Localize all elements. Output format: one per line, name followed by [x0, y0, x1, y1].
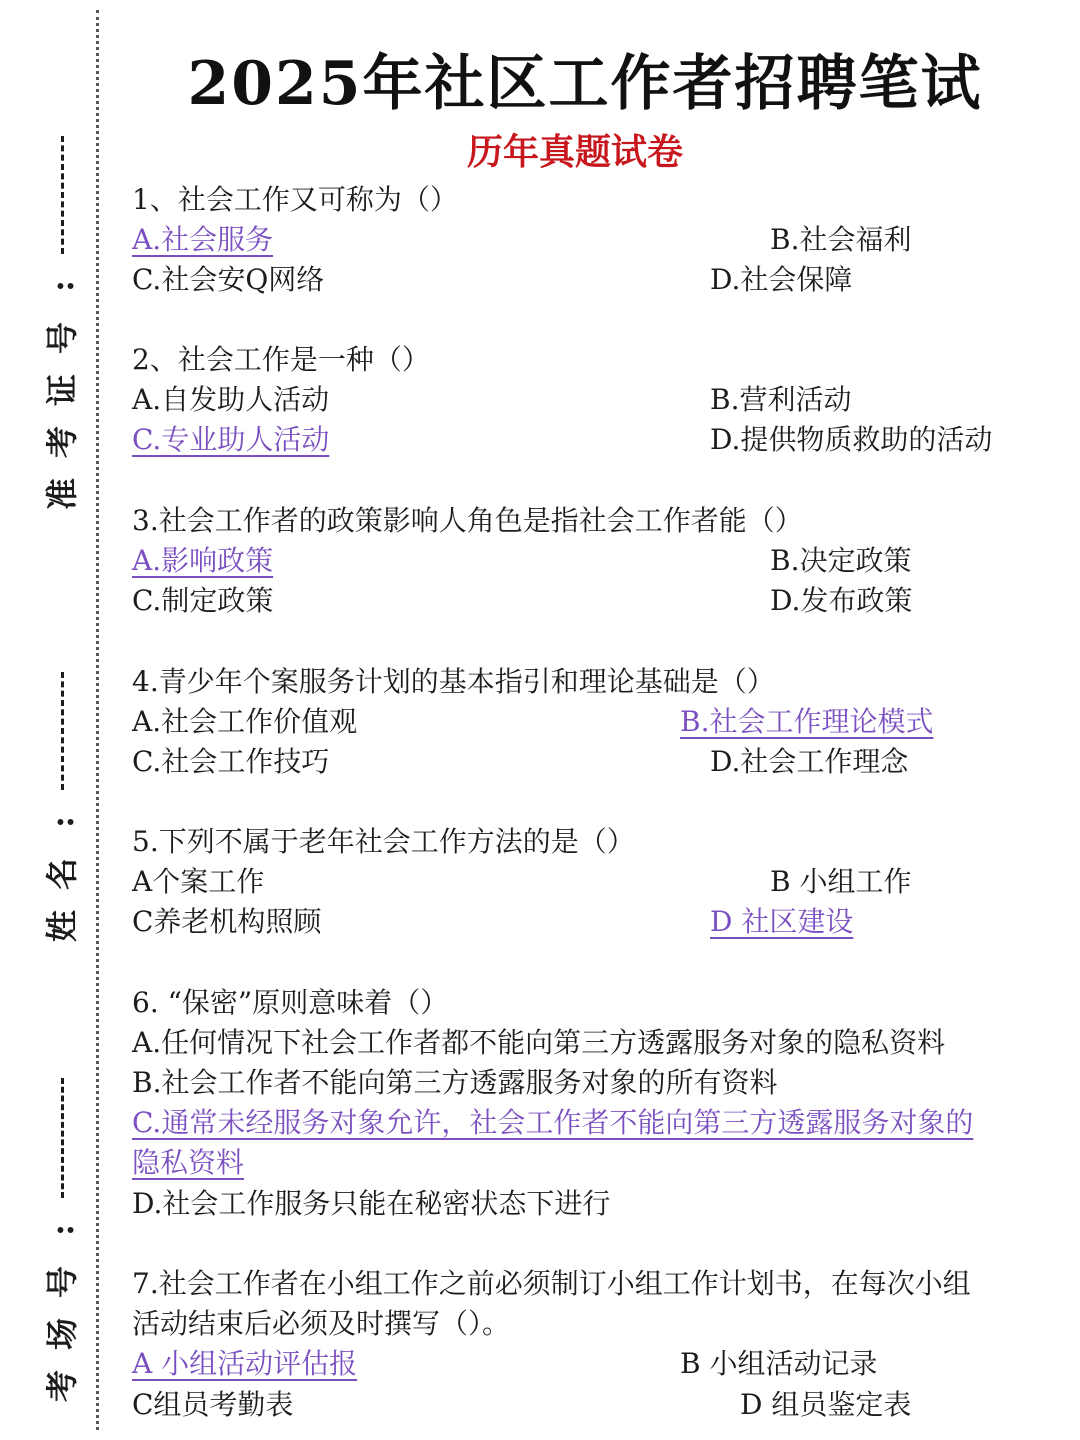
- admission-label-char: 号: [42, 321, 81, 355]
- name-label-char: :: [43, 816, 81, 828]
- exam-room-label-char: :: [43, 1224, 81, 1236]
- question-2-stem: 2、社会工作是一种（）: [132, 343, 430, 376]
- question-6-option-c[interactable]: C.通常未经服务对象允许，社会工作者不能向第三方透露服务对象的: [132, 1106, 974, 1139]
- question-3-option-a[interactable]: A.影响政策: [132, 544, 274, 577]
- question-5-option-d[interactable]: D 社区建设: [710, 905, 854, 938]
- question-1-option-b[interactable]: B.社会福利: [770, 223, 912, 256]
- question-3-option-b[interactable]: B.决定政策: [770, 544, 912, 577]
- page-title: 2025年社区工作者招聘笔试: [187, 49, 983, 119]
- admission-label-char: 考: [42, 425, 81, 459]
- question-2-option-a[interactable]: A.自发助人活动: [132, 383, 330, 416]
- question-1-option-d[interactable]: D.社会保障: [710, 263, 853, 296]
- exam-room-label-char: 场: [42, 1317, 81, 1351]
- question-4-option-a[interactable]: A.社会工作价值观: [132, 705, 358, 738]
- admission-number-blank[interactable]: [61, 136, 64, 254]
- question-4-option-c[interactable]: C.社会工作技巧: [132, 745, 330, 778]
- question-6-option-c-continued[interactable]: 隐私资料: [132, 1146, 245, 1179]
- name-blank[interactable]: [61, 672, 64, 790]
- question-4-option-b[interactable]: B.社会工作理论模式: [680, 705, 934, 738]
- question-2-option-d[interactable]: D.提供物质救助的活动: [710, 423, 993, 456]
- exam-room-blank[interactable]: [61, 1078, 64, 1198]
- question-4-option-d[interactable]: D.社会工作理念: [710, 745, 909, 778]
- question-2-option-b[interactable]: B.营利活动: [710, 383, 852, 416]
- question-2-option-c[interactable]: C.专业助人活动: [132, 423, 330, 456]
- question-6-stem: 6. “保密”原则意味着（）: [132, 986, 449, 1019]
- page-subtitle: 历年真题试卷: [466, 131, 683, 173]
- question-3-option-d[interactable]: D.发布政策: [770, 584, 913, 617]
- question-5-stem: 5.下列不属于老年社会工作方法的是（）: [132, 825, 635, 858]
- exam-room-label-char: 考: [42, 1369, 81, 1403]
- question-6-option-b[interactable]: B.社会工作者不能向第三方透露服务对象的所有资料: [132, 1066, 778, 1099]
- question-7-stem-continued: 活动结束后必须及时撰写（）。: [132, 1307, 511, 1340]
- name-label-char: 名: [42, 857, 81, 891]
- question-4-stem: 4.青少年个案服务计划的基本指引和理论基础是（）: [132, 665, 775, 698]
- question-6-option-d[interactable]: D.社会工作服务只能在秘密状态下进行: [132, 1187, 611, 1220]
- question-7-stem: 7.社会工作者在小组工作之前必须制订小组工作计划书，在每次小组: [132, 1267, 971, 1300]
- question-1-option-c[interactable]: C.社会安Q网络: [132, 263, 325, 296]
- question-1-option-a[interactable]: A.社会服务: [132, 223, 274, 256]
- question-6-option-a[interactable]: A.任何情况下社会工作者都不能向第三方透露服务对象的隐私资料: [132, 1026, 946, 1059]
- question-5-option-b[interactable]: B 小组工作: [770, 865, 912, 898]
- admission-label-char: 证: [42, 373, 81, 407]
- exam-room-label-char: 号: [42, 1265, 81, 1299]
- question-1-stem: 1、社会工作又可称为（）: [132, 183, 458, 216]
- question-3-stem: 3.社会工作者的政策影响人角色是指社会工作者能（）: [132, 504, 803, 537]
- admission-label-char: 准: [42, 477, 81, 511]
- admission-label-char: :: [43, 280, 81, 292]
- question-7-option-b[interactable]: B 小组活动记录: [680, 1347, 878, 1380]
- name-label-char: 姓: [42, 909, 81, 943]
- exam-room-field: [42, 1078, 82, 1408]
- question-5-option-a[interactable]: A个案工作: [132, 865, 265, 898]
- question-3-option-c[interactable]: C.制定政策: [132, 584, 274, 617]
- name-field: [42, 672, 82, 948]
- question-5-option-c[interactable]: C养老机构照顾: [132, 905, 322, 938]
- question-7-option-a[interactable]: A 小组活动评估报: [132, 1347, 358, 1380]
- question-7-option-d[interactable]: D 组员鉴定表: [740, 1388, 912, 1421]
- question-7-option-c[interactable]: C组员考勤表: [132, 1388, 294, 1421]
- binding-dotted-line: [96, 10, 99, 1430]
- admission-number-field: [42, 136, 82, 516]
